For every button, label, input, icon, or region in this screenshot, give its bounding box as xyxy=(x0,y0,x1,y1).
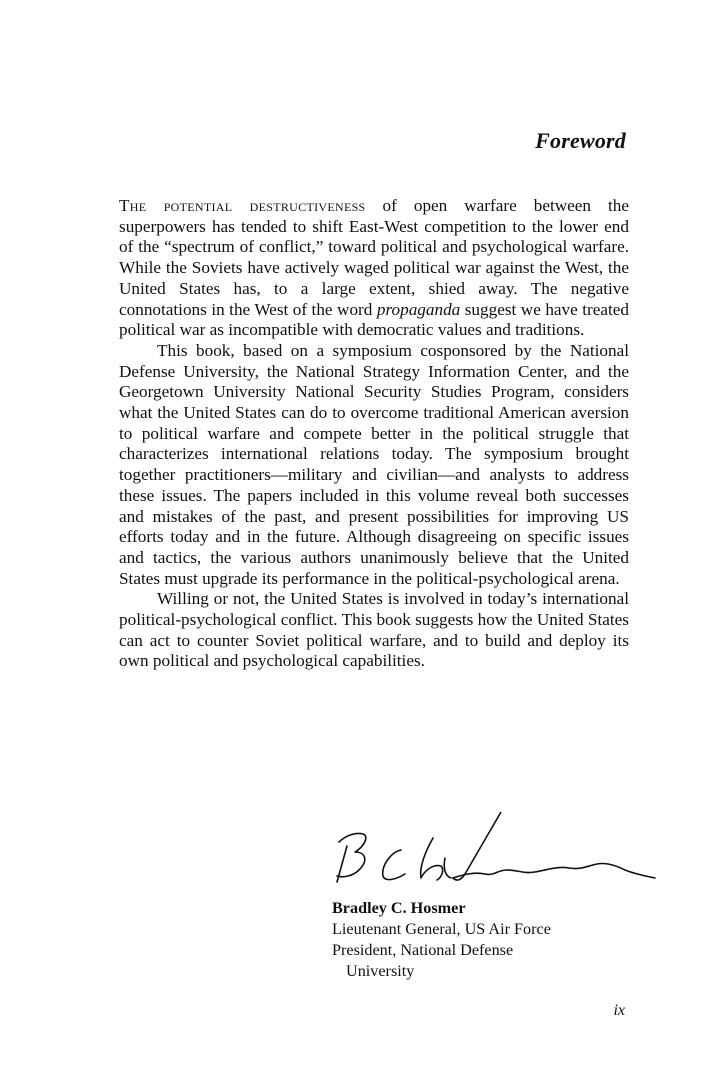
signatory-office-continued: University xyxy=(346,962,415,980)
paragraph-1 xyxy=(119,196,629,341)
paragraph-3: Willing or not, the United States is involved in today’s international political-psychological conflict. This book suggests how the United States can act to counter Soviet political warfare, and to build and deploy its own political and psychological capabilities. xyxy=(119,589,629,671)
emphasized-word: propaganda xyxy=(376,299,461,319)
signature-image xyxy=(325,812,665,892)
page-title: Foreword xyxy=(535,128,626,153)
signatory-name: Bradley C. Hosmer xyxy=(332,899,466,917)
lead-in-smallcaps: The potential destructiveness xyxy=(119,196,366,215)
signature-block xyxy=(332,898,652,982)
paragraph-1-text-b: suggest we have treated political war as incompatible with democratic values and traditions. xyxy=(119,299,629,340)
paragraph-2: This book, based on a symposium cosponsored by the National Defense University, the National Strategy Information Center, and the Georgetown University National Security Studies Program, considers what the United States can do to overcome traditional American aversion to political warfare and compete better in the political struggle that characterizes international relations today. The symposium brought together practitioners—military and civilian—and analysts to address these issues. The papers included in this volume reveal both successes and mistakes of the past, and present possibilities for improving US efforts today and in the future. Although disagreeing on specific issues and tactics, the various authors unanimously believe that the United States must upgrade its performance in the political-psychological arena. xyxy=(119,340,629,588)
signatory-rank: Lieutenant General, US Air Force xyxy=(332,920,551,938)
foreword-body xyxy=(119,196,629,672)
page-number: ix xyxy=(613,1002,625,1019)
paragraph-1-text-a: of open warfare between the superpowers has tended to shift East-West competition to the lower end of the “spectrum of conflict,” toward political and psychological warfare. While the Soviets have actively waged political war against the West, the United States has, to a large extent, shied away. The negative connotations in the West of the word xyxy=(119,196,629,319)
signatory-office: President, National Defense xyxy=(332,941,514,959)
